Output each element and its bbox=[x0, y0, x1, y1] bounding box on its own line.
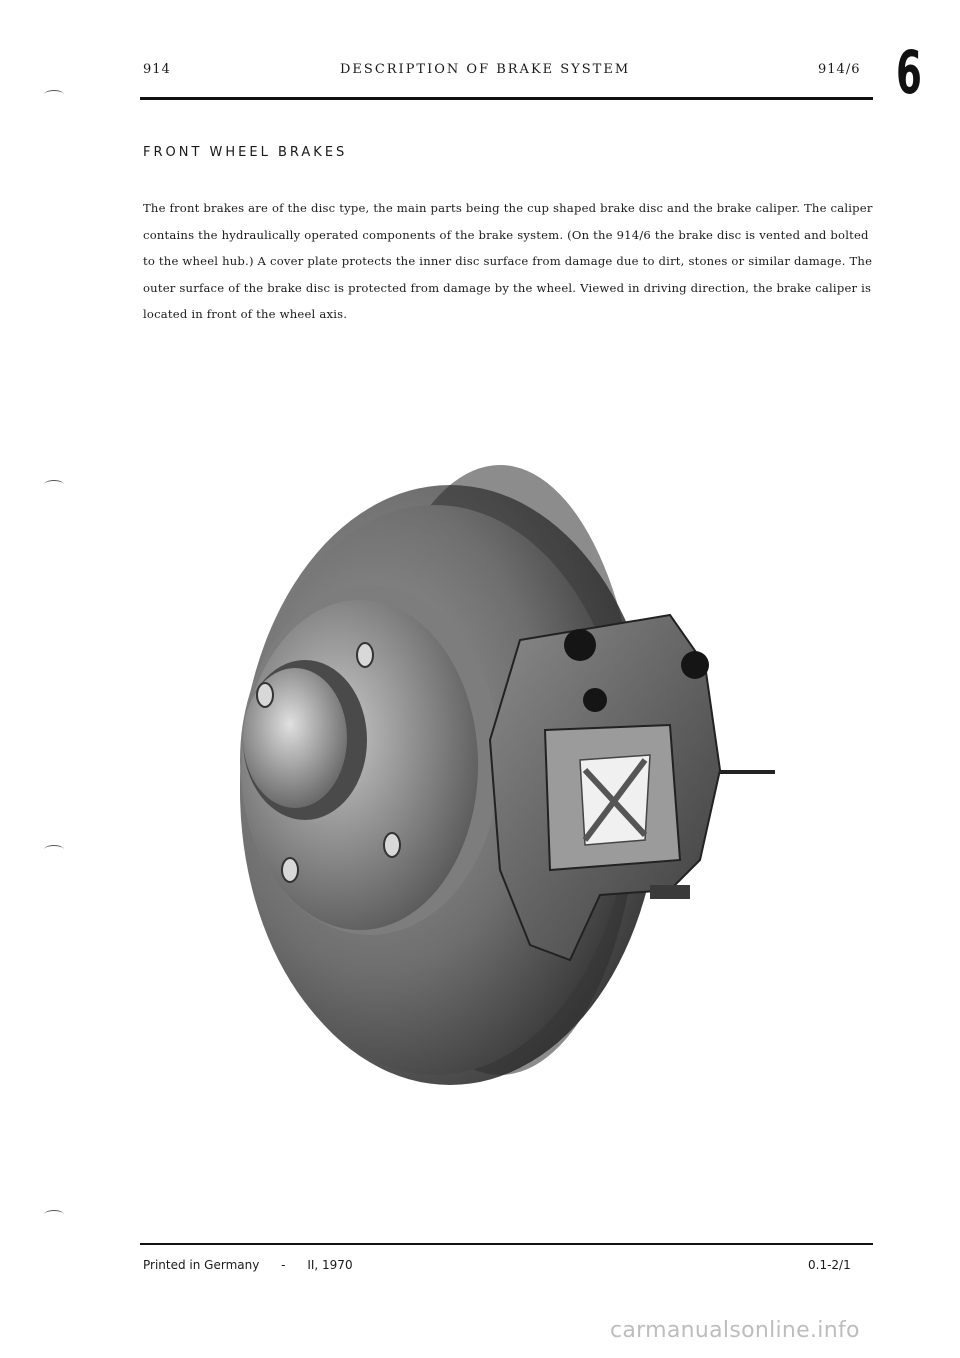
bolt-hole bbox=[257, 683, 273, 707]
caliper-bolt bbox=[583, 688, 607, 712]
footer-rule bbox=[140, 1243, 873, 1245]
header-model-left: 914 bbox=[143, 62, 171, 77]
bolt-hole bbox=[357, 643, 373, 667]
header-rule bbox=[140, 97, 873, 100]
chapter-number: 6 bbox=[896, 38, 922, 108]
bleed-nipple bbox=[681, 651, 709, 679]
header-title: DESCRIPTION OF BRAKE SYSTEM bbox=[340, 62, 631, 77]
bolt-hole bbox=[282, 858, 298, 882]
caliper-bolt bbox=[564, 629, 596, 661]
margin-mark bbox=[44, 1210, 64, 1219]
section-title: FRONT WHEEL BRAKES bbox=[143, 145, 348, 160]
margin-mark bbox=[44, 480, 64, 489]
footer-date: II, 1970 bbox=[307, 1258, 353, 1272]
brake-line bbox=[720, 770, 775, 774]
caliper-pin bbox=[650, 885, 690, 899]
footer-page-ref: 0.1-2/1 bbox=[808, 1258, 851, 1272]
margin-mark bbox=[44, 845, 64, 854]
body-paragraph: The front brakes are of the disc type, the main parts being the cup shaped brake disc and the brake caliper. The caliper contains the hydraulically operated components of the brake system. (On the 914/6 the brake disc is vented and bolted to the wheel hub.) A cover plate protects the inner disc surface from damage due to dirt, stones or similar damage. The outer surface of the brake disc is protected from damage by the wheel. Viewed in driving direction, the brake caliper is located in front of the wheel axis. bbox=[143, 201, 873, 321]
footer-print-info bbox=[143, 1258, 371, 1272]
header-model-right: 914/6 bbox=[818, 62, 861, 77]
footer-separator: - bbox=[281, 1258, 286, 1272]
margin-mark bbox=[44, 90, 64, 99]
watermark: carmanualsonline.info bbox=[610, 1318, 860, 1343]
brake-disc-caliper-illustration bbox=[200, 440, 780, 1090]
footer-printed: Printed in Germany bbox=[143, 1258, 260, 1272]
bolt-hole bbox=[384, 833, 400, 857]
